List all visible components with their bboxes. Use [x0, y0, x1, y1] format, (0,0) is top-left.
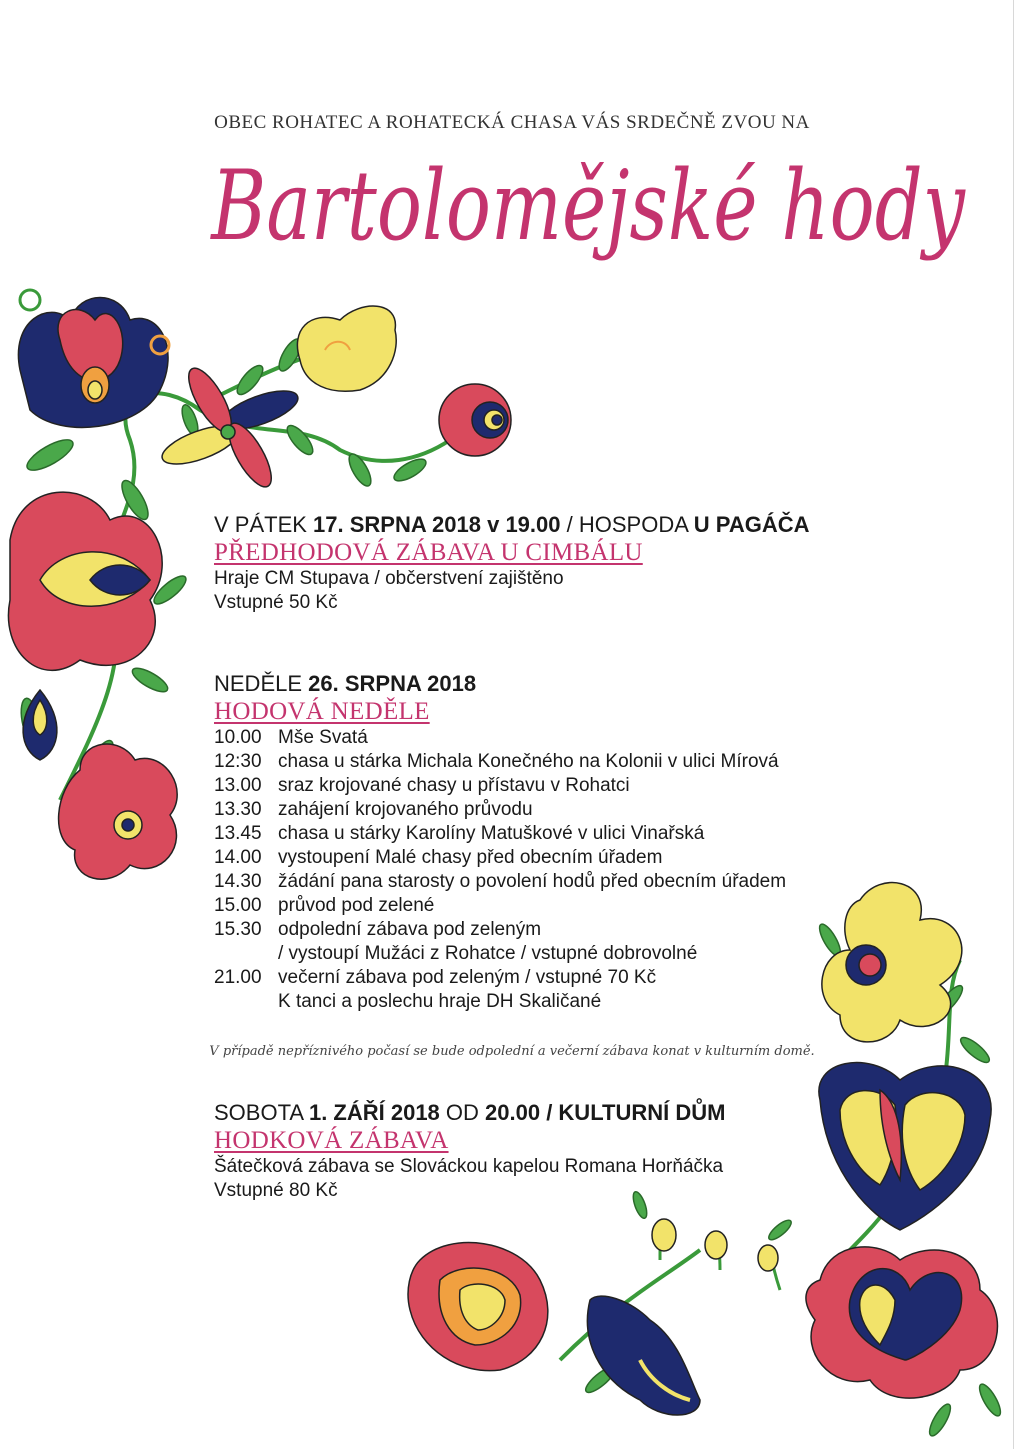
event-sunday	[214, 671, 786, 1014]
schedule-row	[214, 918, 786, 942]
schedule-row	[214, 894, 786, 918]
schedule-text: večerní zábava pod zeleným / vstupné 70 Kč	[278, 967, 657, 988]
schedule-row	[214, 870, 786, 894]
schedule-text: / vystoupí Mužáci z Rohatce / vstupné dobrovolné	[278, 943, 698, 964]
schedule-time: 10.00	[214, 727, 262, 748]
event-sunday-title: HODOVÁ NEDĚLE	[214, 698, 430, 725]
schedule-row	[214, 942, 786, 966]
schedule-text: vystoupení Malé chasy před obecním úřadem	[278, 847, 663, 868]
schedule-text: chasa u stárka Michala Konečného na Kolonii v ulici Mírová	[278, 751, 779, 772]
event-saturday-fee: Vstupné 80 Kč	[214, 1180, 338, 1201]
schedule-row	[214, 846, 786, 870]
event-friday-title: PŘEDHODOVÁ ZÁBAVA U CIMBÁLU	[214, 539, 643, 566]
event-sunday-date: NEDĚLE 26. SRPNA 2018	[214, 671, 477, 696]
schedule-text: sraz krojované chasy u přístavu v Rohatci	[278, 775, 630, 796]
event-friday-fee: Vstupné 50 Kč	[214, 592, 338, 613]
invitation-line: OBEC ROHATEC A ROHATECKÁ CHASA VÁS SRDEČNĚ ZVOU NA	[214, 112, 810, 133]
event-friday-music: Hraje CM Stupava / občerstvení zajištěno	[214, 568, 564, 589]
event-friday-date: V PÁTEK 17. SRPNA 2018 v 19.00 / HOSPODA U PAGÁČA	[214, 512, 810, 537]
schedule-text: K tanci a poslechu hraje DH Skaličané	[278, 991, 602, 1012]
page-edge	[1013, 0, 1014, 1449]
schedule-time	[214, 990, 278, 1014]
schedule-time: 12:30	[214, 751, 262, 772]
event-saturday-title: HODKOVÁ ZÁBAVA	[214, 1127, 449, 1154]
schedule-time: 15.00	[214, 895, 262, 916]
schedule-time	[214, 942, 278, 966]
schedule-row	[214, 966, 786, 990]
schedule-time: 13.00	[214, 775, 262, 796]
schedule-time: 13.45	[214, 823, 262, 844]
schedule-row	[214, 990, 786, 1014]
schedule-time: 14.30	[214, 871, 262, 892]
schedule-row	[214, 750, 786, 774]
schedule-time: 15.30	[214, 919, 262, 940]
schedule-text: Mše Svatá	[278, 727, 368, 748]
event-friday	[214, 512, 810, 615]
schedule-time: 13.30	[214, 799, 262, 820]
schedule-row	[214, 774, 786, 798]
schedule-text: žádání pana starosty o povolení hodů před obecním úřadem	[278, 871, 787, 892]
schedule-table	[214, 726, 786, 1014]
schedule-time: 14.00	[214, 847, 262, 868]
main-title: Bartoloměјské hody	[211, 150, 965, 262]
schedule-text: průvod pod zelené	[278, 895, 435, 916]
schedule-row	[214, 822, 786, 846]
schedule-text: odpolední zábava pod zeleným	[278, 919, 542, 940]
schedule-row	[214, 798, 786, 822]
schedule-time: 21.00	[214, 967, 262, 988]
schedule-row	[214, 726, 786, 750]
schedule-text: chasa u stárky Karolíny Matuškové v ulici Vinařská	[278, 823, 705, 844]
schedule-text: zahájení krojovaného průvodu	[278, 799, 533, 820]
weather-note: V případě nepříznivého počasí se bude odpolední a večerní zábava konat v kulturním domě.	[209, 1044, 815, 1059]
event-saturday	[214, 1100, 725, 1203]
event-saturday-date: SOBOTA 1. ZÁŘÍ 2018 OD 20.00 / KULTURNÍ DŮM	[214, 1100, 726, 1125]
event-saturday-music: Šátečková zábava se Slováckou kapelou Romana Horňáčka	[214, 1156, 724, 1177]
